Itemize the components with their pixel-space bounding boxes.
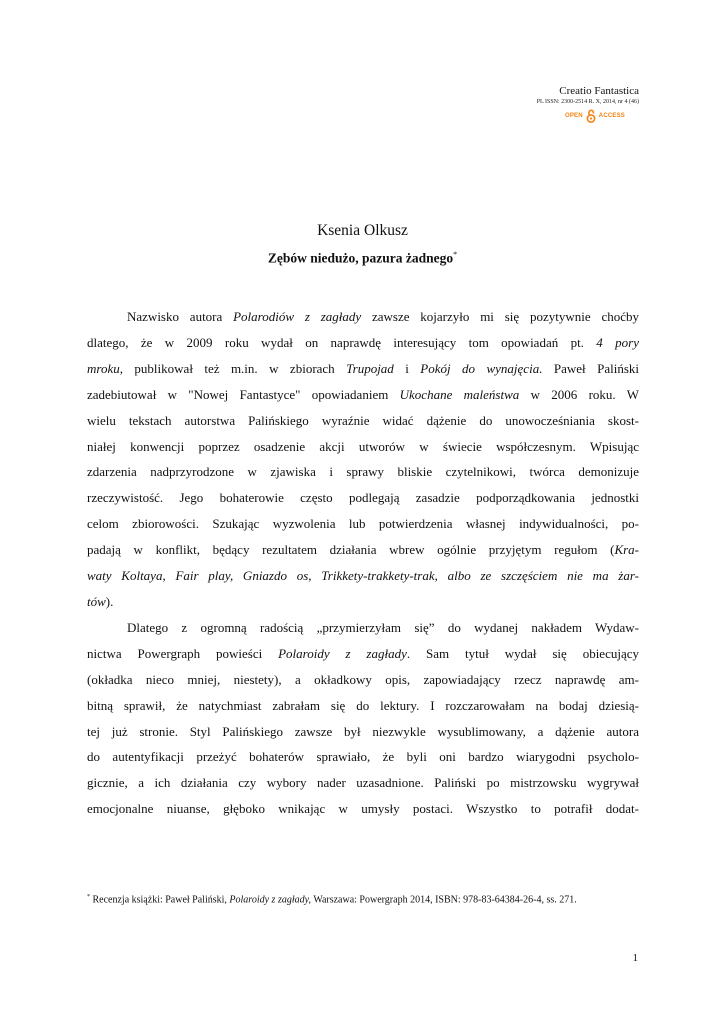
open-access-left-word: OPEN [564, 113, 583, 119]
text-line: wielu tekstach autorstwa Palińskiego wyraźnie widać dążenie do unowocześniania skost- [87, 412, 639, 428]
page-number: 1 [632, 952, 638, 964]
text-line: niałej konwencji poprzez osadzenie akcji utworów w świecie współczesnym. Wpisując [87, 438, 639, 454]
text-line: padają w konflikt, będący rezultatem działania wbrew ogólnie przyjętym regułom (Kra- [87, 542, 639, 558]
footnote-reference: * [453, 250, 458, 259]
text-line: Dlatego z ogromną radością „przymierzyłam się” do wydanej nakładem Wydaw- [127, 619, 639, 635]
text-line: waty Koltaya, Fair play, Gniazdo os, Trikkety-trakkety-trak, albo ze szczęściem nie ma żar- [87, 568, 639, 584]
text-line: emocjonalne niuanse, głęboko wnikając w umysły postaci. Wszystko to potrafił dodat- [87, 801, 639, 817]
text-line: tej już stronie. Styl Palińskiego zawsze był niezwykle wysublimowany, a dążenie autora [87, 723, 639, 739]
text-line: celom zbiorowości. Szukając wyzwolenia lub potwierdzenia własnej indywidualności, po- [87, 516, 639, 532]
open-access-right-word: ACCESS [598, 113, 625, 119]
journal-issn: PL ISSN: 2300-2514 R. X, 2014, nr 4 (46) [536, 99, 639, 105]
text-line: rzeczywistość. Jego bohaterowie często podlegają zasadzie podporządkowania jednostki [87, 490, 639, 506]
text-line: (okładka nieco mniej, niestety), a okładkowy opis, zapowiadający rzecz naprawdę am- [87, 671, 639, 687]
text-line: bitną sprawił, że natychmiast zabrałam się do lektury. I rozczarowałam na bodaj dziesią- [87, 697, 639, 713]
open-access-logo [537, 109, 625, 123]
text-line: zdarzenia nadprzyrodzone w zjawiska i sprawy bliskie czytelnikowi, twórca demonizuje [87, 464, 639, 480]
text-line: mroku, publikował też m.in. w zbiorach Trupojad i Pokój do wynajęcia. Paweł Paliński [87, 360, 639, 376]
article-title-text: Zębów niedużo, pazura żadnego [267, 250, 454, 266]
article-title [0, 250, 725, 267]
text-line: Nazwisko autora Polarodiów z zagłady zawsze kojarzyło mi się pozytywnie choćby [127, 309, 639, 324]
text-line: dlatego, że w 2009 roku wydał on naprawdę interesujący tom opowiadań pt. 4 pory [87, 334, 639, 350]
journal-title: Creatio Fantastica [559, 85, 639, 97]
author-name: Ksenia Olkusz [317, 222, 408, 239]
text-line: nictwa Powergraph powieści Polaroidy z zagłady. Sam tytuł wydał się obiecujący [87, 645, 639, 661]
text-line: zadebiutował w "Nowej Fantastyce" opowiadaniem Ukochane maleństwa w 2006 roku. W [87, 386, 639, 402]
text-line: tów). [87, 593, 114, 609]
text-line: do autentyfikacji przeżyć bohaterów sprawiało, że byli oni bardzo wiarygodni psycholo- [87, 749, 639, 765]
footnote: * Recenzja książki: Paweł Paliński, Polaroidy z zagłady, Warszawa: Powergraph 2014, ISBN: 978-83-64384-26-4, ss. 271. [87, 894, 577, 906]
footnote-mark: * [87, 894, 90, 900]
article-body [87, 304, 639, 822]
journal-header [537, 84, 639, 123]
open-lock-icon [586, 109, 596, 123]
text-line: gicznie, a ich działania czy wybory nader uzasadnione. Paliński po mistrzowsku wygrywał [87, 775, 639, 791]
